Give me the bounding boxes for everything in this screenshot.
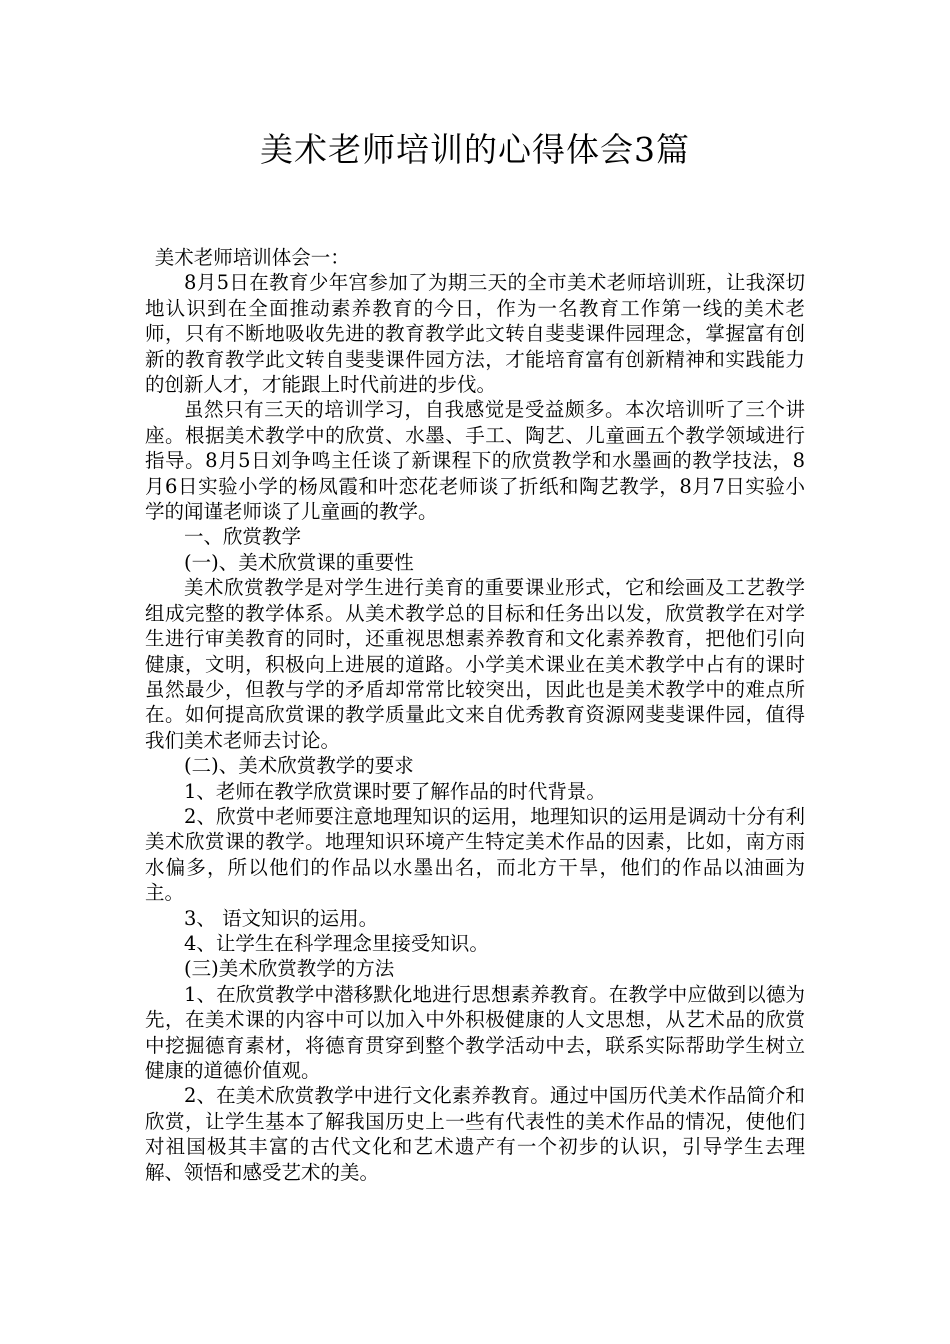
list-item: 1、在欣赏教学中潜移默化地进行思想素养教育。在教学中应做到以德为先，在美术课的内容中可以加入中外积极健康的人文思想，从艺术品的欣赏中挖掘德育素材，将德育贯穿到整个教学活动中去，联系实际帮助学生树立健康的道德价值观。 xyxy=(145,982,805,1082)
paragraph: 虽然只有三天的培训学习，自我感觉是受益颇多。本次培训听了三个讲座。根据美术教学中的欣赏、水墨、手工、陶艺、儿童画五个教学领域进行指导。8月5日刘争鸣主任谈了新课程下的欣赏教学和水墨画的教学技法，8月6日实验小学的杨凤霞和叶恋花老师谈了折纸和陶艺教学，8月7日实验小学的闻谨老师谈了儿童画的教学。 xyxy=(145,398,805,524)
document-body xyxy=(145,245,805,1185)
subheading: (三)美术欣赏教学的方法 xyxy=(184,957,395,981)
list-item: 2、欣赏中老师要注意地理知识的运用，地理知识的运用是调动十分有利美术欣赏课的教学。地理知识环境产生特定美术作品的因素，比如，南方雨水偏多，所以他们的作品以水墨出名，而北方干旱，他们的作品以油画为主。 xyxy=(145,804,805,905)
subheading: (一)、美术欣赏课的重要性 xyxy=(184,550,414,574)
document-title: 美术老师培训的心得体会3篇 xyxy=(260,130,690,169)
list-item: 4、让学生在科学理念里接受知识。 xyxy=(184,931,489,955)
subheading: 一、欣赏教学 xyxy=(184,525,302,549)
subheading: (二)、美术欣赏教学的要求 xyxy=(184,754,414,778)
section-heading: 美术老师培训体会一： xyxy=(154,246,350,269)
paragraph: 美术欣赏教学是对学生进行美育的重要课业形式，它和绘画及工艺教学组成完整的教学体系。从美术教学总的目标和任务出以发，欣赏教学在对学生进行审美教育的同时，还重视思想素养教育和文化素养教育，把他们引向健康，文明，积极向上进展的道路。小学美术课业在美术教学中占有的课时虽然最少，但教与学的矛盾却常常比较突出，因此也是美术教学中的难点所在。如何提高欣赏课的教学质量此文来自优秀教育资源网斐斐课件园，值得我们美术老师去讨论。 xyxy=(145,576,805,752)
list-item: 3、 语文知识的运用。 xyxy=(184,906,379,930)
paragraph: 8月5日在教育少年宫参加了为期三天的全市美术老师培训班，让我深切地认识到在全面推动素养教育的今日，作为一名教育工作第一线的美术老师，只有不断地吸收先进的教育教学此文转自斐斐课件园理念，掌握富有创新的教育教学此文转自斐斐课件园方法，才能培育富有创新精神和实践能力的创新人才，才能跟上时代前进的步伐。 xyxy=(145,271,805,397)
list-item: 1、老师在教学欣赏课时要了解作品的时代背景。 xyxy=(184,779,606,803)
list-item: 2、在美术欣赏教学中进行文化素养教育。通过中国历代美术作品简介和欣赏，让学生基本了解我国历史上一些有代表性的美术作品的情况，使他们对祖国极其丰富的古代文化和艺术遗产有一个初步的认识，引导学生去理解、领悟和感受艺术的美。 xyxy=(145,1084,805,1184)
